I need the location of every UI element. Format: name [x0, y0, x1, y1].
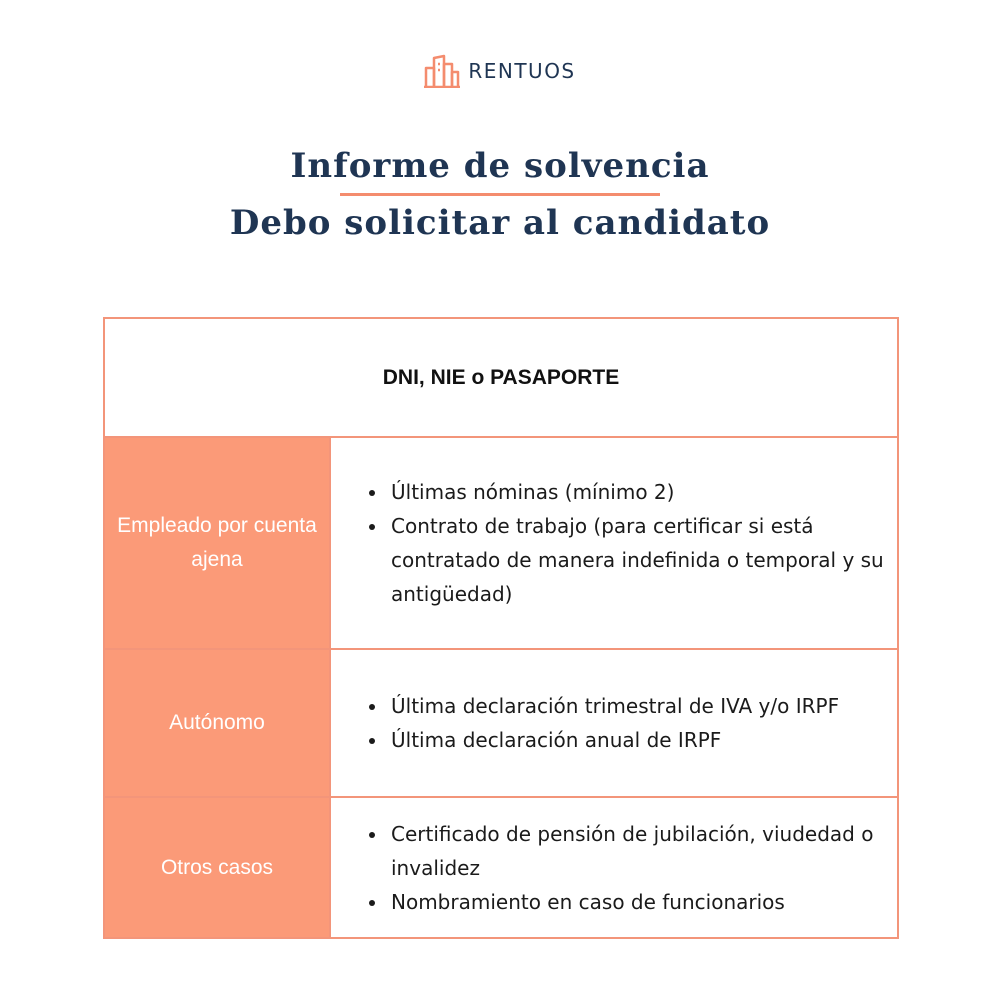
brand-name: RENTUOS — [468, 59, 576, 83]
list-item: Contrato de trabajo (para certificar si está contratado de manera indefinida o temporal y su antigüedad) — [369, 509, 885, 611]
requirements-table — [103, 317, 899, 939]
documents-cell — [331, 438, 897, 648]
page-subtitle: Debo solicitar al candidato — [229, 203, 771, 243]
table-row-self-employed — [105, 648, 897, 796]
category-cell: Empleado por cuenta ajena — [105, 438, 331, 648]
building-logo-icon — [424, 54, 460, 88]
documents-cell — [331, 650, 897, 796]
table-row-employee — [105, 436, 897, 648]
list-item: Última declaración anual de IRPF — [369, 723, 839, 757]
documents-list — [369, 817, 885, 919]
list-item: Última declaración trimestral de IVA y/o IRPF — [369, 689, 839, 723]
category-cell: Otros casos — [105, 798, 331, 937]
list-item: Últimas nóminas (mínimo 2) — [369, 475, 885, 509]
documents-cell — [331, 798, 897, 937]
table-row-other — [105, 796, 897, 937]
brand-logo — [0, 54, 1000, 88]
category-cell: Autónomo — [105, 650, 331, 796]
title-divider — [340, 193, 660, 196]
table-header: DNI, NIE o PASAPORTE — [382, 365, 620, 389]
list-item: Nombramiento en caso de funcionarios — [369, 885, 885, 919]
page-title: Informe de solvencia — [290, 146, 710, 186]
documents-list — [369, 689, 839, 757]
documents-list — [369, 475, 885, 611]
list-item: Certificado de pensión de jubilación, viudedad o invalidez — [369, 817, 885, 885]
